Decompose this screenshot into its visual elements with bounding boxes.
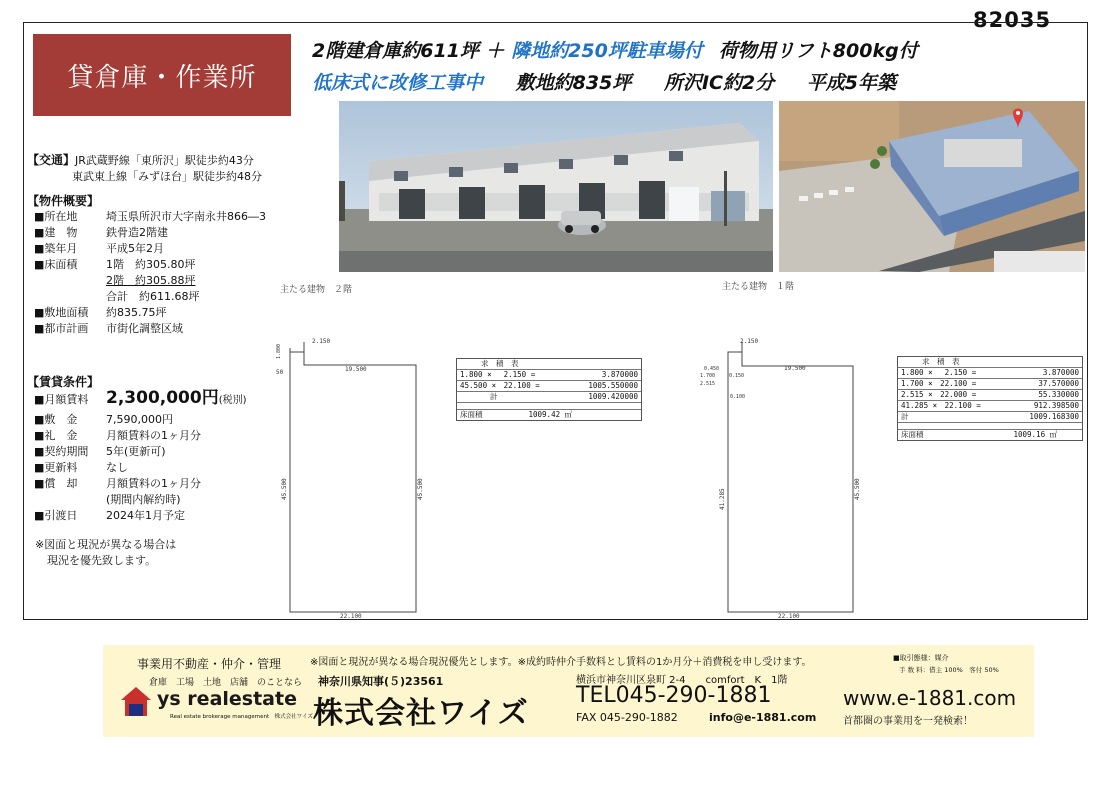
svg-text:1.700: 1.700 <box>700 373 716 379</box>
access-line-1: JR武蔵野線「東所沢」駅徒歩約43分 <box>75 154 254 167</box>
overview-row: ■築年月 平成5年2月 <box>34 242 164 255</box>
access-section <box>27 152 262 185</box>
building-photo <box>339 101 773 272</box>
terms-note-2: 現況を優先致します。 <box>47 554 157 567</box>
terms-row: ■敷 金 7,590,000円 <box>34 413 173 426</box>
svg-text:45.500: 45.500 <box>854 478 861 500</box>
floor-plan-2f <box>270 330 450 620</box>
rent-value: 2,300,000円 <box>106 388 219 408</box>
overview-row: ■建 物 鉄骨造2階建 <box>34 226 168 239</box>
company-tagline: 首都圏の事業用を一発検索！ <box>843 716 973 727</box>
floor-plan-1f <box>696 330 876 620</box>
terms-row: ■償 却 月額賃料の1ヶ月分 <box>34 477 201 490</box>
overview-row: ■敷地面積 約835.75坪 <box>34 306 167 319</box>
footer-fee-note: 手 数 料：借主 100% 客付 50% <box>899 666 999 674</box>
ys-logo-icon <box>119 685 153 719</box>
overview-row: 2階 約305.88坪 <box>106 274 196 287</box>
terms-row: ■礼 金 月額賃料の1ヶ月分 <box>34 429 201 442</box>
aerial-photo <box>779 101 1085 272</box>
terms-heading: 【賃貸条件】 <box>27 375 100 389</box>
headline-line2: 低床式に改修工事中 敷地約835坪 所沢IC約2分 平成5年築 <box>312 72 897 94</box>
svg-text:19.500: 19.500 <box>345 366 367 373</box>
footer-services: 事業用不動産・仲介・管理 <box>137 657 282 671</box>
overview-row: ■都市計画 市街化調整区域 <box>34 322 183 335</box>
footer-property-types: 倉庫 工場 土地 店舗 のことなら <box>149 678 303 688</box>
svg-text:1.800: 1.800 <box>276 343 282 359</box>
plan-2f-label: 主たる建物 ２階 <box>280 285 353 295</box>
area-table-2f: 求 積 表 1.800 × 2.150 = 3.870000 45.500 × 22.100 = 1005.550000 計 1009.420000 床面積 1009.42 ㎡ <box>456 358 642 421</box>
svg-text:0.150: 0.150 <box>729 373 745 379</box>
terms-row: (期間内解約時) <box>106 493 181 506</box>
company-fax: FAX 045-290-1882 <box>576 711 678 724</box>
svg-text:2.150: 2.150 <box>312 338 331 345</box>
headline-line1: 2階建倉庫約611坪 ＋ 隣地約250坪駐車場付 荷物用リフト800kg付 <box>312 40 918 62</box>
overview-section <box>27 193 266 337</box>
svg-text:0.100: 0.100 <box>730 394 746 400</box>
svg-text:0.450: 0.450 <box>704 366 720 372</box>
terms-row: ■契約期間 5年(更新可) <box>34 445 166 458</box>
access-heading: 【交通】 <box>27 153 76 167</box>
svg-text:22.100: 22.100 <box>340 613 362 620</box>
company-website[interactable]: www.e-1881.com <box>843 686 1017 710</box>
company-tel: TEL045-290-1881 <box>576 683 772 708</box>
company-address: 横浜市神奈川区泉町 2-4 comfort K 1階 <box>576 675 788 686</box>
license-number: 神奈川県知事(５)23561 <box>318 675 444 688</box>
area-table-1f: 求 積 表 1.800 × 2.150 = 3.870000 1.700 × 22.100 = 37.570000 2.515 × 22.000 = 55.330000 41.285 × 22.100 = 912.398500 計 1009.168300 床面積 1009.16 ㎡ <box>897 356 1083 441</box>
terms-section <box>27 374 247 569</box>
svg-text:2.150: 2.150 <box>740 338 759 345</box>
overview-row: ■所在地 埼玉県所沢市大字南永井866―3 <box>34 210 266 223</box>
svg-text:41.285: 41.285 <box>719 488 726 510</box>
overview-row: 合計 約611.68坪 <box>106 290 200 303</box>
terms-row: ■引渡日 2024年1月予定 <box>34 509 185 522</box>
rent-row: ■月額賃料 2,300,000円 (税別) <box>34 388 247 408</box>
headline-highlight-parking: 隣地約250坪駐車場付 <box>511 40 703 62</box>
svg-text:22.100: 22.100 <box>778 613 800 620</box>
overview-heading: 【物件概要】 <box>27 194 100 208</box>
plan-1f-label: 主たる建物 １階 <box>722 282 795 292</box>
property-code: 82035 <box>973 8 1052 32</box>
footer-notice: ※図面と現況が異なる場合現況優先とします。※成約時仲介手数料とし賃料の1か月分＋消費税を申し受けます。 <box>310 657 812 668</box>
svg-text:50: 50 <box>276 369 284 376</box>
access-line-2: 東武東上線「みずほ台」駅徒歩約48分 <box>72 170 262 183</box>
svg-text:45.500: 45.500 <box>281 478 288 500</box>
svg-text:19.500: 19.500 <box>784 365 806 372</box>
overview-row: ■床面積 1階 約305.80坪 <box>34 258 196 271</box>
footer-deal-type: ■取引態様：媒介 <box>893 654 949 662</box>
svg-text:2.515: 2.515 <box>700 381 716 387</box>
svg-text:45.500: 45.500 <box>417 478 424 500</box>
company-email[interactable]: info@e-1881.com <box>709 711 817 724</box>
brand-subtitle: Real estate brokerage management 株式会社ワイズ <box>170 714 313 720</box>
terms-note-1: ※図面と現況が異なる場合は <box>35 538 177 551</box>
category-title: 貸倉庫・作業所 <box>33 34 291 116</box>
company-name: 株式会社ワイズ <box>313 696 529 731</box>
terms-row: ■更新料 なし <box>34 461 128 474</box>
brand-name: ys realestate <box>157 688 297 710</box>
